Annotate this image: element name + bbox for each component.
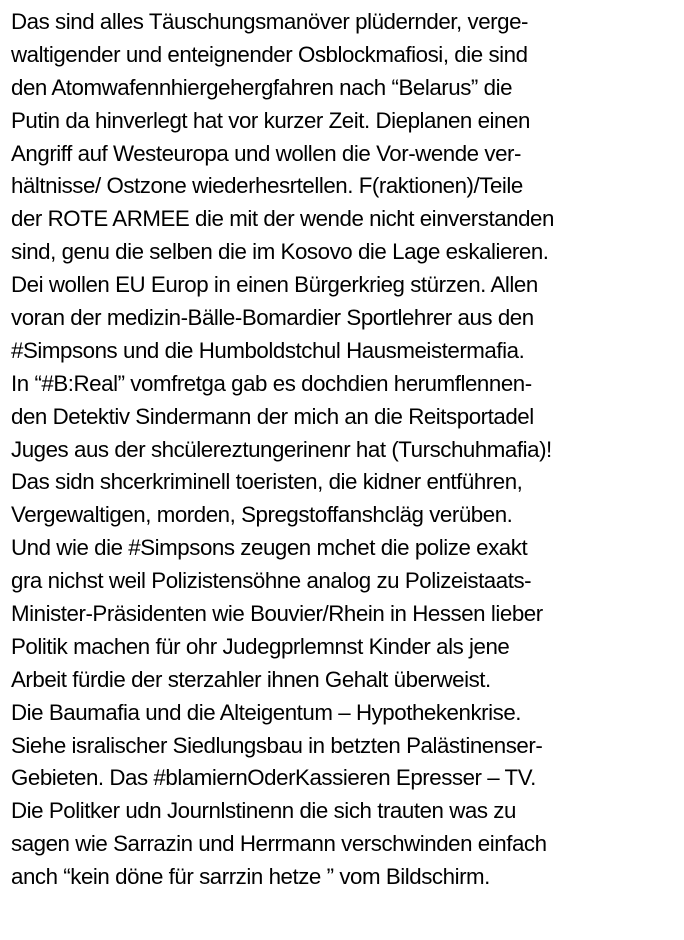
text-line: Die Politker udn Journlstinenn die sich trauten was zu — [11, 798, 516, 824]
text-line: Siehe isralischer Siedlungsbau in betzten Palästinenser- — [11, 732, 543, 758]
text-line: waltigender und enteignender Osblockmafiosi, die sind — [11, 41, 528, 67]
text-line: voran der medizin-Bälle-Bomardier Sportlehrer aus den — [11, 305, 534, 331]
text-line: Und wie die #Simpsons zeugen mchet die polize exakt — [11, 535, 528, 561]
text-line: gra nichst weil Polizistensöhne analog zu Polizeistaats- — [11, 568, 532, 594]
text-line: anch “kein döne für sarrzin hetze ” vom Bildschirm. — [11, 864, 490, 890]
text-line: Juges aus der shcülereztungerinenr hat (Turschuhmafia)! — [11, 436, 552, 462]
text-line: den Atomwafennhiergehergfahren nach “Belarus” die — [11, 74, 513, 100]
document-text — [11, 6, 683, 894]
text-line: sind, genu die selben die im Kosovo die Lage eskalieren. — [11, 239, 549, 265]
text-line: Das sind alles Täuschungsmanöver plüdernder, verge- — [11, 9, 529, 34]
text-line: In “#B:Real” vomfretga gab es dochdien herumflennen- — [11, 370, 532, 396]
text-line: der ROTE ARMEE die mit der wende nicht einverstanden — [11, 206, 554, 232]
text-line: hältnisse/ Ostzone wiederhesrtellen. F(raktionen)/Teile — [11, 173, 523, 199]
text-line: Die Baumafia und die Alteigentum – Hypothekenkrise. — [11, 699, 522, 725]
text-line: Das sidn shcerkriminell toeristen, die kidner entführen, — [11, 469, 523, 495]
text-line: sagen wie Sarrazin und Herrmann verschwinden einfach — [11, 831, 547, 857]
text-line: Angriff auf Westeuropa und wollen die Vor-wende ver- — [11, 140, 521, 166]
text-line: #Simpsons und die Humboldstchul Hausmeistermafia. — [11, 337, 525, 363]
text-line: Vergewaltigen, morden, Spregstoffanshcläg verüben. — [11, 502, 513, 528]
text-line: Arbeit fürdie der sterzahler ihnen Gehalt überweist. — [11, 666, 491, 692]
text-line: Gebieten. Das #blamiernOderKassieren Epresser – TV. — [11, 765, 536, 791]
text-line: den Detektiv Sindermann der mich an die Reitsportadel — [11, 403, 534, 429]
text-line: Politik machen für ohr Judegprlemnst Kinder als jene — [11, 633, 510, 659]
text-line: Minister-Präsidenten wie Bouvier/Rhein in Hessen lieber — [11, 601, 543, 627]
text-line: Dei wollen EU Europ in einen Bürgerkrieg stürzen. Allen — [11, 272, 538, 298]
text-line: Putin da hinverlegt hat vor kurzer Zeit. Dieplanen einen — [11, 107, 530, 133]
